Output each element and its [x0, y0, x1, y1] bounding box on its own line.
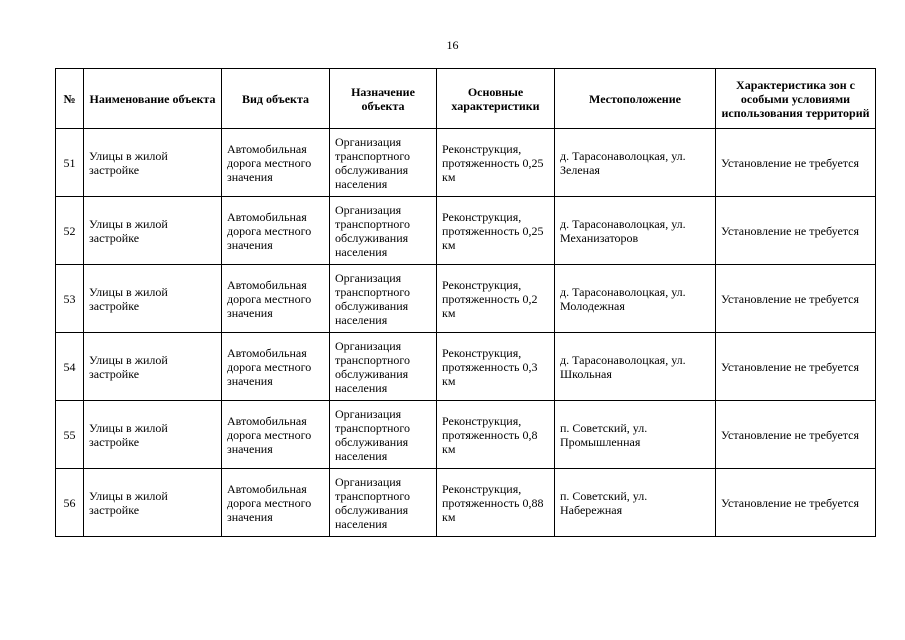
cell-object-name: Улицы в жилой застройке	[84, 333, 222, 401]
cell-main-characteristics: Реконструкция, протяженность 0,25 км	[437, 129, 555, 197]
cell-main-characteristics: Реконструкция, протяженность 0,3 км	[437, 333, 555, 401]
cell-object-type: Автомобильная дорога местного значения	[222, 469, 330, 537]
cell-object-purpose: Организация транспортного обслуживания населения	[330, 469, 437, 537]
header-main-characteristics: Основные характеристики	[437, 69, 555, 129]
cell-special-zones: Установление не требуется	[716, 129, 876, 197]
cell-object-type: Автомобильная дорога местного значения	[222, 197, 330, 265]
cell-object-type: Автомобильная дорога местного значения	[222, 129, 330, 197]
cell-number: 55	[56, 401, 84, 469]
header-object-purpose: Назначение объекта	[330, 69, 437, 129]
cell-number: 53	[56, 265, 84, 333]
cell-object-type: Автомобильная дорога местного значения	[222, 401, 330, 469]
cell-object-purpose: Организация транспортного обслуживания населения	[330, 265, 437, 333]
table-row	[56, 469, 876, 537]
cell-object-purpose: Организация транспортного обслуживания населения	[330, 333, 437, 401]
cell-main-characteristics: Реконструкция, протяженность 0,2 км	[437, 265, 555, 333]
cell-object-name: Улицы в жилой застройке	[84, 129, 222, 197]
header-object-type: Вид объекта	[222, 69, 330, 129]
cell-location: д. Тарасонаволоцкая, ул. Механизаторов	[555, 197, 716, 265]
cell-object-purpose: Организация транспортного обслуживания населения	[330, 197, 437, 265]
cell-number: 56	[56, 469, 84, 537]
cell-main-characteristics: Реконструкция, протяженность 0,8 км	[437, 401, 555, 469]
cell-object-type: Автомобильная дорога местного значения	[222, 333, 330, 401]
cell-location: д. Тарасонаволоцкая, ул. Молодежная	[555, 265, 716, 333]
cell-number: 51	[56, 129, 84, 197]
cell-special-zones: Установление не требуется	[716, 265, 876, 333]
cell-main-characteristics: Реконструкция, протяженность 0,88 км	[437, 469, 555, 537]
cell-special-zones: Установление не требуется	[716, 401, 876, 469]
cell-object-purpose: Организация транспортного обслуживания населения	[330, 129, 437, 197]
cell-object-type: Автомобильная дорога местного значения	[222, 265, 330, 333]
cell-location: п. Советский, ул. Набережная	[555, 469, 716, 537]
table-row	[56, 265, 876, 333]
cell-object-name: Улицы в жилой застройке	[84, 197, 222, 265]
cell-object-name: Улицы в жилой застройке	[84, 401, 222, 469]
table-row	[56, 197, 876, 265]
cell-special-zones: Установление не требуется	[716, 333, 876, 401]
cell-special-zones: Установление не требуется	[716, 469, 876, 537]
cell-number: 54	[56, 333, 84, 401]
objects-table	[55, 68, 876, 537]
table-row	[56, 129, 876, 197]
cell-number: 52	[56, 197, 84, 265]
cell-location: п. Советский, ул. Промышленная	[555, 401, 716, 469]
cell-special-zones: Установление не требуется	[716, 197, 876, 265]
header-special-zones: Характеристика зон с особыми условиями использования территорий	[716, 69, 876, 129]
cell-object-name: Улицы в жилой застройке	[84, 265, 222, 333]
cell-object-name: Улицы в жилой застройке	[84, 469, 222, 537]
table-row	[56, 333, 876, 401]
header-object-name: Наименование объекта	[84, 69, 222, 129]
page-number: 16	[446, 38, 459, 52]
header-location: Местоположение	[555, 69, 716, 129]
table-row	[56, 401, 876, 469]
cell-object-purpose: Организация транспортного обслуживания населения	[330, 401, 437, 469]
cell-main-characteristics: Реконструкция, протяженность 0,25 км	[437, 197, 555, 265]
table-header-row	[56, 69, 876, 129]
cell-location: д. Тарасонаволоцкая, ул. Школьная	[555, 333, 716, 401]
header-number: №	[56, 69, 84, 129]
cell-location: д. Тарасонаволоцкая, ул. Зеленая	[555, 129, 716, 197]
